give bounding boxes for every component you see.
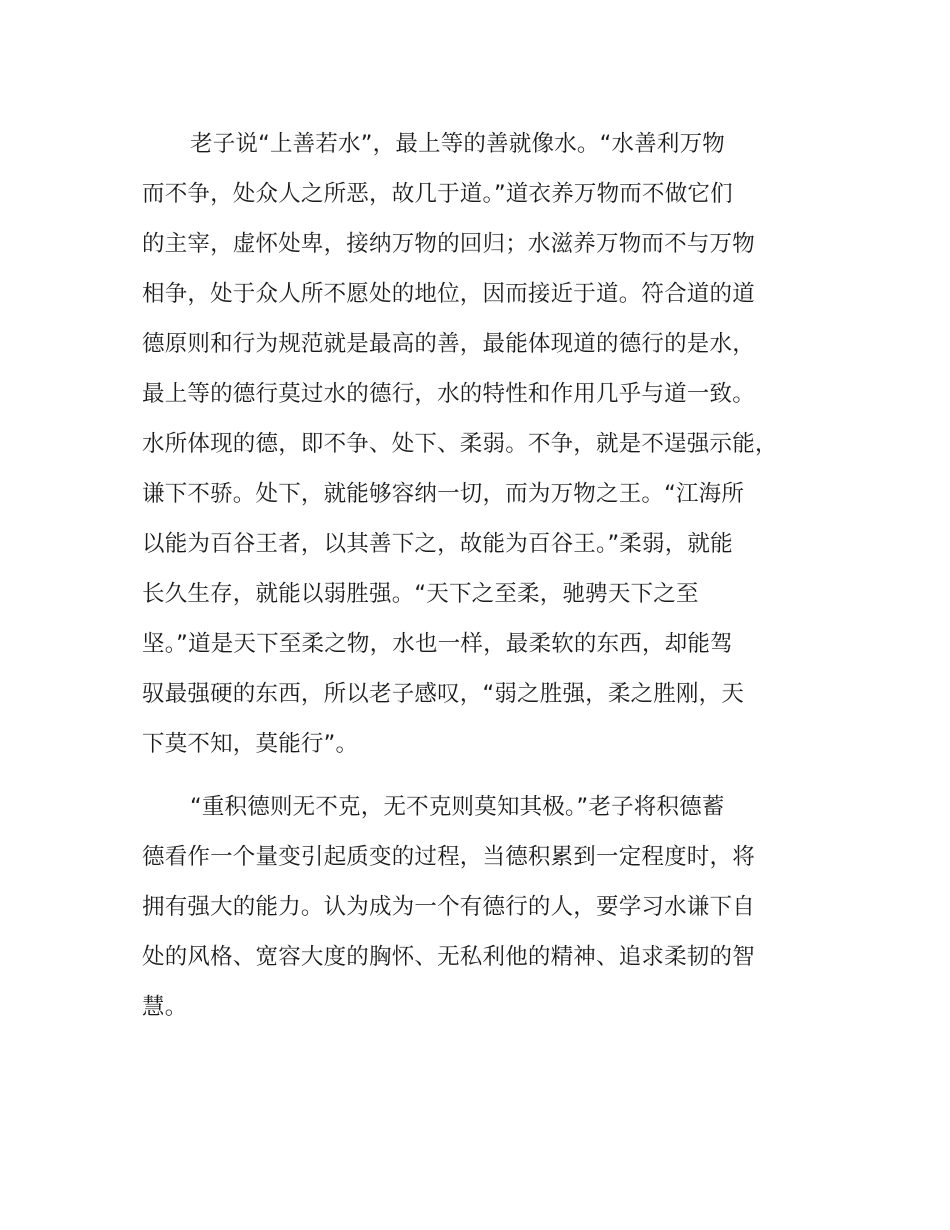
paragraph-line: 老子说“上善若水”，最上等的善就像水。“水善利万物	[190, 131, 725, 157]
paragraph-line: “重积德则无不克，无不克则莫知其极。”老子将积德蓄	[190, 794, 725, 820]
paragraph-line: 处的风格、宽容大度的胸怀、无私利他的精神、追求柔韧的智	[142, 944, 755, 970]
paragraph-line: 而不争，处众人之所恶，故几于道。”道衣养万物而不做它们	[142, 181, 733, 207]
paragraph-line: 驭最强硬的东西，所以老子感叹，“弱之胜强，柔之胜刚，天	[142, 681, 745, 707]
paragraph-line: 坚。”道是天下至柔之物，水也一样，最柔软的东西，却能驾	[142, 631, 733, 657]
paragraph-line: 德原则和行为规范就是最高的善，最能体现道的德行的是水，	[142, 331, 755, 357]
paragraph-line: 以能为百谷王者，以其善下之，故能为百谷王。”柔弱，就能	[142, 531, 733, 557]
paragraph-line: 的主宰，虚怀处卑，接纳万物的回归；水滋养万物而不与万物	[142, 231, 755, 257]
paragraph-line: 拥有强大的能力。认为成为一个有德行的人，要学习水谦下自	[142, 894, 755, 920]
paragraph-line: 相争，处于众人所不愿处的地位，因而接近于道。符合道的道	[142, 281, 755, 307]
paragraph-line: 下莫不知，莫能行”。	[142, 731, 359, 757]
paragraph-line: 水所体现的德，即不争、处下、柔弱。不争，就是不逞强示能，	[142, 431, 778, 457]
paragraph-line: 最上等的德行莫过水的德行，水的特性和作用几乎与道一致。	[142, 381, 755, 407]
paragraph-line: 长久生存，就能以弱胜强。“天下之至柔，驰骋天下之至	[142, 581, 699, 607]
paragraph-line: 德看作一个量变引起质变的过程，当德积累到一定程度时，将	[142, 844, 755, 870]
paragraph-line: 慧。	[142, 994, 188, 1020]
paragraph-line: 谦下不骄。处下，就能够容纳一切，而为万物之王。“江海所	[142, 481, 745, 507]
